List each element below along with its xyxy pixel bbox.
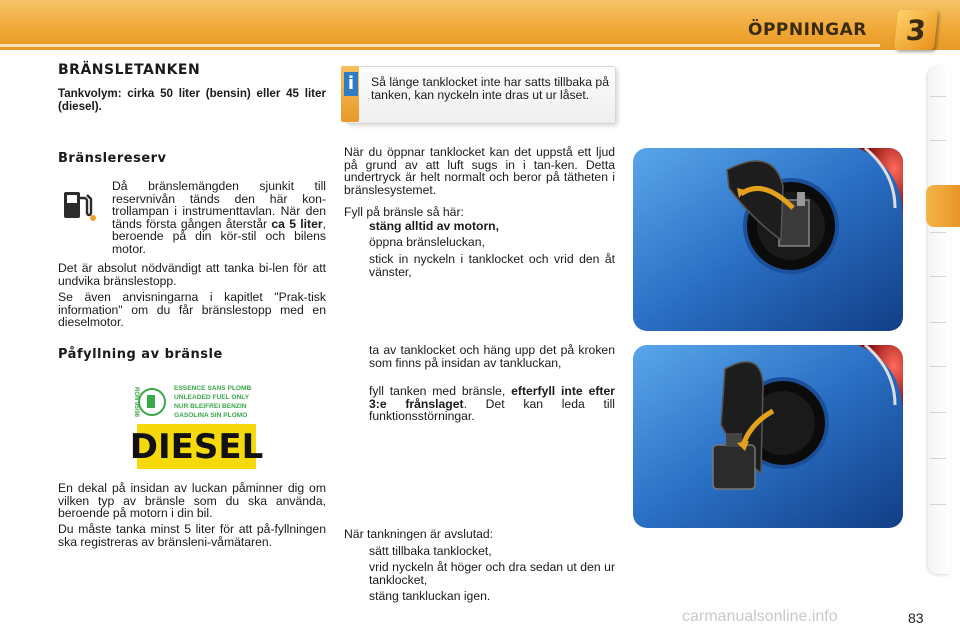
label-line-2: UNLEADED FUEL ONLY bbox=[174, 394, 250, 401]
info-icon bbox=[341, 66, 361, 122]
intro-text: När du öppnar tanklocket kan det uppstå ett ljud på grund av att luft sugs in i tan-ken. Detta undertryck är helt normalt och beror på tätheten i bränslesystemet. bbox=[344, 145, 615, 197]
info-note-box bbox=[346, 66, 616, 124]
active-chapter-tab[interactable] bbox=[926, 185, 960, 227]
label-line-1: ESSENCE SANS PLOMB bbox=[174, 385, 252, 392]
fuel-warning-lamp-icon bbox=[60, 186, 98, 222]
diesel-fuel-label bbox=[129, 424, 264, 469]
reserve-paragraph-3: Se även anvisningarna i kapitlet "Prak-tisk information" om du får bränslestopp med en dieselmotor. bbox=[58, 290, 326, 330]
decal-text: En dekal på insidan av luckan påminner dig om vilken typ av bränsle som du ska använda, beroende på motorn i din bil. bbox=[58, 481, 326, 521]
step-fill-end: . Det kan leda till funktionsstörningar. bbox=[369, 396, 615, 424]
reserve-heading: Bränslereserv bbox=[58, 151, 167, 166]
step-fill-tank bbox=[369, 385, 615, 423]
step-stop-engine: stäng alltid av motorn, bbox=[369, 219, 500, 233]
minimum-fill-text: Du måste tanka minst 5 liter för att på-fyllningen ska registreras av bränsleni-våmätaren. bbox=[58, 522, 326, 549]
step-hang-cap: ta av tanklocket och häng upp det på kroken som finns på insidan av tankluckan, bbox=[369, 343, 615, 370]
chapter-number: 3 bbox=[904, 13, 928, 47]
watermark: carmanualsonline.info bbox=[682, 608, 838, 625]
chapter-tab-divider bbox=[930, 96, 946, 97]
info-icon-glyph: i bbox=[344, 72, 358, 96]
page-number: 83 bbox=[908, 610, 924, 626]
section-title: BRÄNSLETANKEN bbox=[58, 62, 201, 78]
step-replace-cap: sätt tillbaka tanklocket, bbox=[369, 544, 492, 558]
reserve-text-start: Då bränslemängden sjunkit till reservnivån tänds den här kon-trollampan i instrumenttavlan. När den tänds första gången återstår bbox=[112, 179, 326, 231]
tank-volume-text: Tankvolym: cirka 50 liter (bensin) eller 45 liter (diesel). bbox=[58, 87, 326, 113]
chapter-tab-divider bbox=[930, 366, 946, 367]
step-insert-key: stick in nyckeln i tanklocket och vrid den åt vänster, bbox=[369, 252, 615, 279]
step-turn-key: vrid nyckeln åt höger och dra sedan ut den ur tanklocket, bbox=[369, 560, 615, 587]
chapter-tab-divider bbox=[930, 232, 946, 233]
reserve-text-indented bbox=[112, 180, 326, 256]
label-line-4: GASOLINA SIN PLOMO bbox=[174, 412, 248, 419]
unleaded-fuel-label bbox=[130, 381, 264, 423]
fill-intro-text: Fyll på bränsle så här: bbox=[344, 205, 464, 219]
reserve-text-bold: ca 5 liter bbox=[271, 216, 323, 231]
ron-label: RON 95/98 bbox=[133, 387, 139, 418]
label-line-3: NUR BLEIFREI BENZIN bbox=[174, 403, 247, 410]
diesel-label-text: DIESEL bbox=[129, 426, 264, 467]
reserve-paragraph-2: Det är absolut nödvändigt att tanka bi-len för att undvika bränslestopp. bbox=[58, 261, 326, 288]
reserve-text-end: , beroende på din kör-stil och bilens motor. bbox=[112, 216, 326, 256]
step-fill-start: fyll tanken med bränsle, bbox=[369, 384, 512, 398]
header-divider bbox=[0, 44, 880, 47]
chapter-tab-divider bbox=[930, 504, 946, 505]
chapter-number-badge bbox=[894, 10, 938, 50]
step-close-flap: stäng tankluckan igen. bbox=[369, 589, 491, 603]
after-fill-heading: När tankningen är avslutad: bbox=[344, 527, 494, 541]
fuel-pump-body bbox=[147, 395, 155, 408]
chapter-tab-divider bbox=[930, 458, 946, 459]
chapter-tab-divider bbox=[930, 276, 946, 277]
step-open-flap: öppna bränsleluckan, bbox=[369, 235, 485, 249]
chapter-title: ÖPPNINGAR bbox=[748, 20, 867, 40]
chapter-tab-strip bbox=[928, 66, 950, 574]
fuel-flap-open-photo bbox=[633, 148, 903, 331]
step-fill-bold: efterfyll inte efter 3:e frånslaget bbox=[369, 384, 615, 411]
chapter-tab-divider bbox=[930, 412, 946, 413]
chapter-tab-divider bbox=[930, 140, 946, 141]
info-note-text: Så länge tanklocket inte har satts tillbaka på tanken, kan nyckeln inte dras ut ur låset. bbox=[371, 75, 609, 102]
chapter-tab-divider bbox=[930, 322, 946, 323]
fuel-cap-hook-photo bbox=[633, 345, 903, 528]
filling-heading: Påfyllning av bränsle bbox=[58, 347, 223, 362]
